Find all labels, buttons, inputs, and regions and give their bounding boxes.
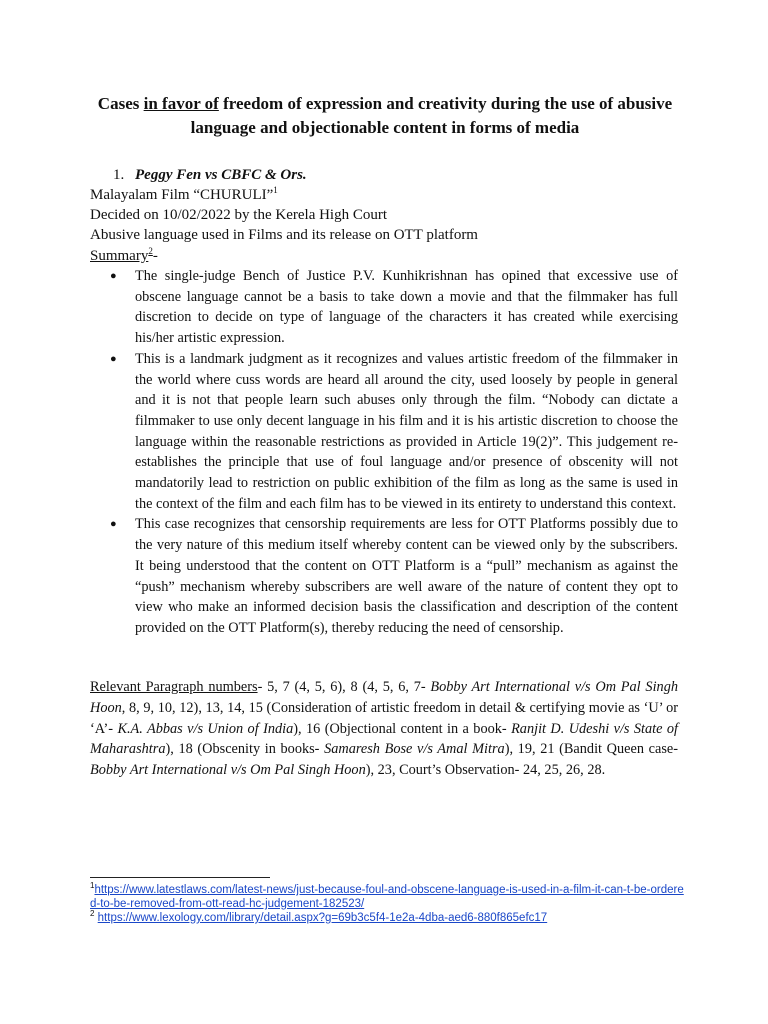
footnote-link-1[interactable]: https://www.latestlaws.com/latest-news/just-because-foul-and-obscene-language-is-used-in-a-film-it-can-t-be-ordered-to-be-removed-from-ott-read-hc-judgement-182523/	[90, 884, 684, 910]
footnote-number: 2	[90, 909, 95, 919]
footnote-ref-2[interactable]: 2	[148, 246, 153, 256]
relevant-text: ), 19, 21 (Bandit Queen case-	[504, 741, 678, 758]
summary-suffix: -	[152, 248, 158, 264]
summary-bullet: ● This is a landmark judgment as it recognizes and values artistic freedom of the filmmaker in the world where cuss words are heard all around the city, used loosely by people in general and it is not that people learn such abuses only through the film. “Nobody can dictate a filmmaker to use only decent language in his film and it is his artistic discretion to choose the language within the reasonable restrictions as provided in Article 19(2)”. This judgement re-establishes the principle that use of foul language and/or presence of obscenity will not mandatorily lead to restriction on public exhibition of the film as long as the same is used in the context of the film and each film has to be viewed in its entirety to understand this context.	[110, 349, 678, 515]
case-name: Peggy Fen vs CBFC & Ors.	[135, 167, 307, 183]
page-title	[90, 92, 680, 140]
case-citation: K.A. Abbas v/s Union of India	[117, 720, 294, 737]
footnote-number: 1	[90, 881, 95, 891]
case-heading	[113, 165, 307, 185]
relevant-text: , 8, 9, 10, 12), 13, 14, 15 (Consideration of artistic freedom in detail & certifying movie as ‘U’ or ‘A’-	[90, 699, 678, 737]
relevant-text: ), 23, Court’s Observation- 24, 25, 26, 28.	[365, 762, 606, 779]
film-line	[90, 185, 278, 205]
summary-bullet: ● This case recognizes that censorship requirements are less for OTT Platforms possibly due to the very nature of this medium itself whereby content can be viewed only by the subscribers. It being understood that the content on OTT Platform is a “pull” mechanism as against the “push” mechanism whereby subscribers are well aware of the nature of content they opt to view who make an informed decision basis the classification and description of the content provided on the OTT Platform(s), thereby reducing the need of censorship.	[110, 514, 678, 638]
film-text: Malayalam Film “CHURULI”	[90, 187, 274, 203]
relevant-label: Relevant Paragraph numbers	[90, 679, 258, 695]
footnote-1	[90, 883, 685, 911]
case-citation: Bobby Art International v/s Om Pal Singh Hoon	[90, 679, 678, 716]
summary-bullet-list	[110, 266, 678, 639]
relevant-text: ), 18 (Obscenity in books-	[165, 741, 325, 758]
title-part-2: in favor of	[143, 94, 219, 113]
subject-line: Abusive language used in Films and its release on OTT platform	[90, 227, 478, 243]
summary-heading	[90, 246, 158, 266]
summary-bullet: ● The single-judge Bench of Justice P.V. Kunhikrishnan has opined that excessive use of obscene language cannot be a basis to take down a movie and that the filmmaker has full discretion to decide on type of language of the characters it has created while exercising his/her artistic expression.	[110, 266, 678, 349]
case-citation: Samaresh Bose v/s Amal Mitra	[324, 741, 505, 758]
footnote-link-2[interactable]: https://www.lexology.com/library/detail.aspx?g=69b3c5f4-1e2a-4dba-aed6-880f865efc17	[97, 912, 548, 924]
relevant-text: ), 16 (Objectional content in a book-	[293, 720, 512, 737]
footnote-2	[90, 911, 685, 925]
footnote-ref-1[interactable]: 1	[273, 185, 278, 195]
summary-label: Summary	[90, 248, 149, 264]
title-part-3: freedom of expression and creativity during the use of abusive language and objectionable content in forms of media	[190, 94, 673, 137]
case-citation: Bobby Art International v/s Om Pal Singh Hoon	[90, 762, 366, 779]
case-citation: Ranjit D. Udeshi v/s State of Maharashtra	[90, 720, 678, 758]
relevant-text: - 5, 7 (4, 5, 6), 8 (4, 5, 6, 7-	[257, 679, 431, 695]
decided-line: Decided on 10/02/2022 by the Kerela High Court	[90, 207, 388, 223]
case-number: 1.	[113, 167, 125, 183]
footnotes	[90, 883, 685, 925]
title-part-1: Cases	[97, 94, 144, 113]
footnote-divider	[90, 877, 270, 878]
relevant-paragraphs	[90, 677, 678, 781]
